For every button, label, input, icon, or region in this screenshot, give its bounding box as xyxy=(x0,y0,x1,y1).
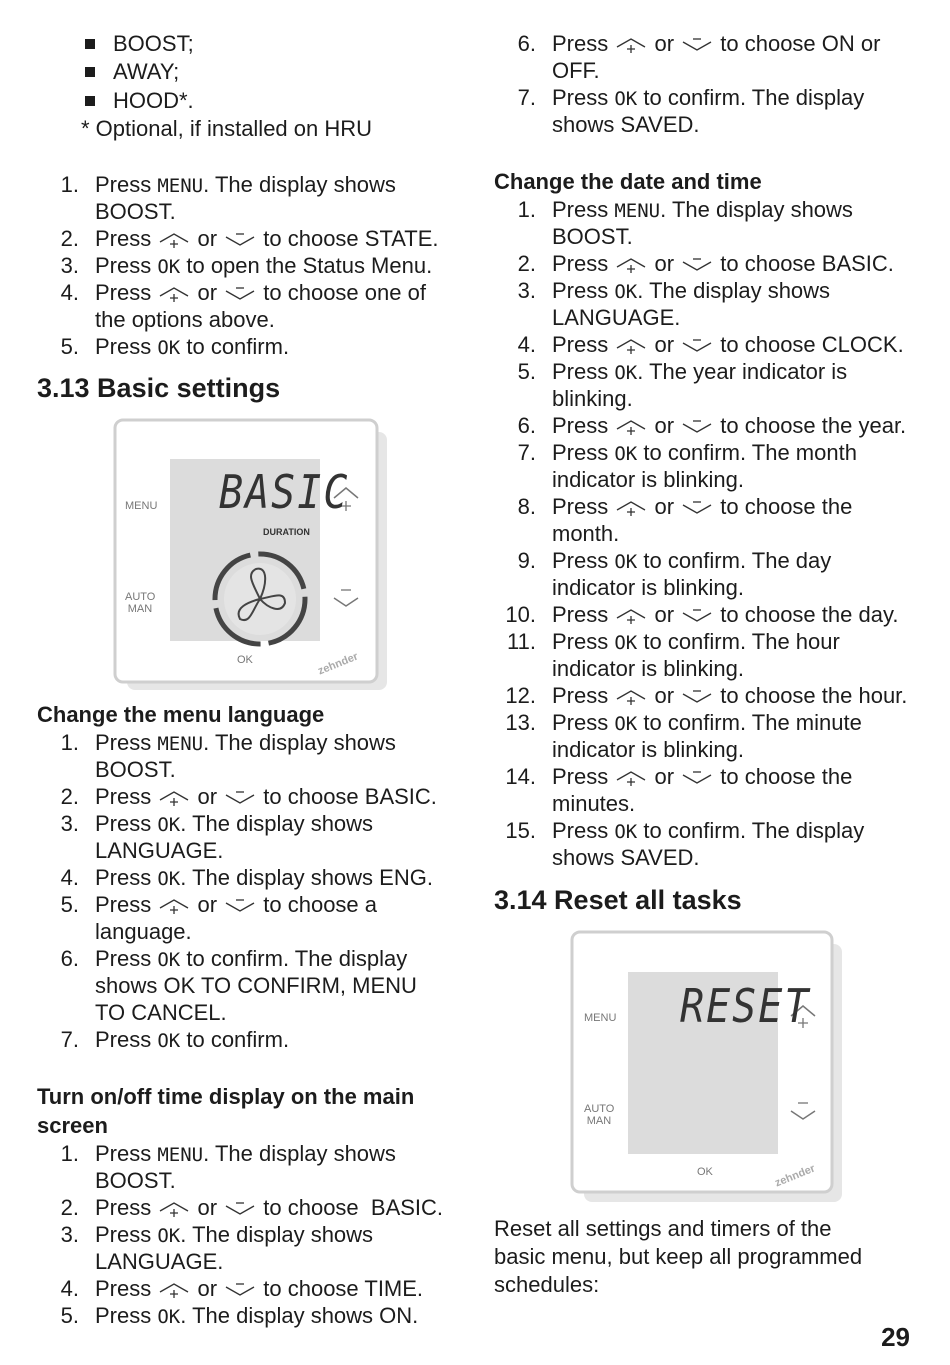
key-label: OK xyxy=(614,443,638,465)
step-number: 4. xyxy=(60,280,79,305)
step-text: to confirm. The display xyxy=(637,85,865,110)
step-text: to confirm. xyxy=(180,1027,290,1052)
step-text: to confirm. xyxy=(180,334,290,359)
reset-paragraph-line: schedules: xyxy=(494,1272,600,1297)
step-number: 9. xyxy=(517,548,536,573)
step-text-line xyxy=(552,358,847,387)
step-text: . The display shows xyxy=(660,197,853,222)
step-text-line xyxy=(95,864,433,893)
step-text-line xyxy=(552,817,864,846)
heading-change-language: Change the menu language xyxy=(37,702,325,727)
step-number: 2. xyxy=(60,226,79,251)
step-text-line xyxy=(552,574,744,601)
step-text: TO CANCEL. xyxy=(95,1000,227,1025)
step-text: to confirm. The minute xyxy=(637,710,862,735)
step-number: 7. xyxy=(517,85,536,110)
step-number: 1. xyxy=(60,1141,79,1166)
step-text-line xyxy=(552,385,633,412)
down-arrow-icon xyxy=(680,607,714,625)
step-text: language. xyxy=(95,919,192,944)
step-text: to choose BASIC. xyxy=(257,1195,444,1220)
step-text-line xyxy=(552,790,635,817)
step-text: to choose TIME. xyxy=(257,1276,424,1301)
key-label: OK xyxy=(614,88,638,110)
step-text: to confirm. The display xyxy=(180,946,408,971)
step-text-line xyxy=(95,783,437,810)
key-label: OK xyxy=(157,1306,181,1328)
step-text-line xyxy=(552,439,857,468)
step-text: Press xyxy=(95,1303,158,1328)
step-text-line xyxy=(95,918,192,945)
step-text-line xyxy=(552,466,744,493)
step-text-line xyxy=(552,57,600,84)
up-arrow-icon xyxy=(157,789,191,807)
up-arrow-icon xyxy=(614,36,648,54)
controller-basic-drawing xyxy=(113,418,389,693)
zehnder-logo: zehnder xyxy=(773,1162,817,1190)
step-number: 1. xyxy=(517,197,536,222)
step-text-line xyxy=(552,412,906,439)
step-text: minutes. xyxy=(552,791,636,816)
step-text: Press xyxy=(552,332,615,357)
step-text: Press xyxy=(95,1195,158,1220)
step-text: . The display shows xyxy=(203,172,396,197)
step-text: or xyxy=(648,494,681,519)
step-number: 2. xyxy=(60,784,79,809)
key-label: OK xyxy=(614,281,638,303)
step-number: 1. xyxy=(60,172,79,197)
step-number: 5. xyxy=(60,334,79,359)
bullet-item: AWAY; xyxy=(85,58,179,85)
step-number: 12. xyxy=(505,683,536,708)
step-text-line xyxy=(95,198,176,225)
menu-button-label: MENU xyxy=(125,500,158,512)
reset-paragraph-line: basic menu, but keep all programmed xyxy=(494,1244,863,1269)
ok-button-label: OK xyxy=(697,1166,713,1178)
section-heading-basic-settings: 3.13 Basic settings xyxy=(37,373,281,403)
step-text-line xyxy=(552,493,852,520)
step-text-line xyxy=(95,171,396,200)
up-arrow-icon xyxy=(614,607,648,625)
step-text: or xyxy=(648,602,681,627)
step-number: 3. xyxy=(60,811,79,836)
step-text: Press xyxy=(95,1222,158,1247)
step-text-line xyxy=(95,972,417,999)
step-text: Press xyxy=(552,440,615,465)
step-text: Press xyxy=(95,892,158,917)
step-text: to confirm. The day xyxy=(637,548,832,573)
step-text: Press xyxy=(95,946,158,971)
step-text: Press xyxy=(552,818,615,843)
down-arrow-icon xyxy=(223,1200,257,1218)
step-text-line xyxy=(552,547,831,576)
step-text: BOOST. xyxy=(95,757,176,782)
ok-button-label: OK xyxy=(237,654,253,666)
page-number: 29 xyxy=(881,1322,910,1352)
step-text: Press xyxy=(95,1141,158,1166)
step-text-line xyxy=(95,810,373,839)
step-text-line xyxy=(95,945,407,974)
down-arrow-icon xyxy=(223,1281,257,1299)
down-arrow-icon xyxy=(223,789,257,807)
step-text-line xyxy=(552,763,852,790)
step-text: BOOST. xyxy=(552,224,633,249)
reset-paragraph-line: Reset all settings and timers of the xyxy=(494,1216,832,1241)
key-label: OK xyxy=(157,1030,181,1052)
step-text: or xyxy=(191,1195,224,1220)
step-number: 3. xyxy=(517,278,536,303)
step-text: BOOST. xyxy=(95,1168,176,1193)
step-number: 6. xyxy=(60,946,79,971)
step-text-line xyxy=(95,1302,418,1331)
step-text: Press xyxy=(552,710,615,735)
up-arrow-icon xyxy=(157,897,191,915)
key-label: OK xyxy=(157,256,181,278)
step-text: LANGUAGE. xyxy=(552,305,681,330)
step-text-line xyxy=(95,279,426,306)
step-text: or xyxy=(648,332,681,357)
up-arrow-icon xyxy=(157,1281,191,1299)
step-number: 4. xyxy=(60,1276,79,1301)
step-text: to open the Status Menu. xyxy=(180,253,433,278)
step-text: Press xyxy=(552,494,615,519)
step-text-line xyxy=(95,756,176,783)
key-label: MENU xyxy=(157,175,204,197)
key-label: OK xyxy=(614,551,638,573)
step-number: 14. xyxy=(505,764,536,789)
up-arrow-icon xyxy=(157,1200,191,1218)
step-text: Press xyxy=(552,683,615,708)
step-text-line xyxy=(95,1140,396,1169)
down-arrow-icon xyxy=(680,337,714,355)
key-label: OK xyxy=(157,1225,181,1247)
step-text-line xyxy=(552,682,907,709)
up-arrow-icon xyxy=(614,418,648,436)
step-text-line xyxy=(95,333,289,362)
step-number: 7. xyxy=(60,1027,79,1052)
step-text-line xyxy=(95,1167,176,1194)
step-text: or xyxy=(648,31,681,56)
controller-illustration-basic xyxy=(113,418,389,693)
step-text: blinking. xyxy=(552,386,633,411)
step-text: to choose the hour. xyxy=(714,683,908,708)
step-text: Press xyxy=(552,629,615,654)
step-text: Press xyxy=(95,1027,158,1052)
up-arrow-icon xyxy=(157,231,191,249)
step-text: Press xyxy=(552,85,615,110)
step-text: to choose STATE. xyxy=(257,226,439,251)
step-text: Press xyxy=(95,334,158,359)
up-arrow-icon xyxy=(614,256,648,274)
step-text: LANGUAGE. xyxy=(95,838,224,863)
step-number: 2. xyxy=(517,251,536,276)
step-text: Press xyxy=(552,548,615,573)
down-arrow-icon xyxy=(680,769,714,787)
down-arrow-icon xyxy=(223,285,257,303)
step-text: or xyxy=(191,784,224,809)
step-text: Press xyxy=(552,197,615,222)
step-text: to choose BASIC. xyxy=(714,251,894,276)
step-text-line xyxy=(552,196,853,225)
down-arrow-icon xyxy=(223,897,257,915)
step-text-line xyxy=(552,844,700,871)
down-arrow-icon xyxy=(680,499,714,517)
step-text: shows SAVED. xyxy=(552,112,700,137)
step-text-line xyxy=(552,628,840,657)
menu-button-label: MENU xyxy=(584,1012,617,1024)
section-heading-reset: 3.14 Reset all tasks xyxy=(494,885,742,915)
heading-change-date-time: Change the date and time xyxy=(494,169,762,194)
up-arrow-icon xyxy=(614,499,648,517)
step-text: indicator is blinking. xyxy=(552,737,744,762)
step-text-line xyxy=(552,223,633,250)
step-text: . The display shows xyxy=(637,278,831,303)
lcd-duration-label: DURATION xyxy=(263,527,310,537)
step-text-line xyxy=(95,1275,423,1302)
down-arrow-icon xyxy=(680,256,714,274)
key-label: MENU xyxy=(157,733,204,755)
step-text: . The display shows xyxy=(180,1222,374,1247)
key-label: OK xyxy=(157,814,181,836)
step-text-line xyxy=(95,1026,289,1055)
bullet-square-icon xyxy=(85,67,95,77)
step-number: 1. xyxy=(60,730,79,755)
step-text: . The year indicator is xyxy=(637,359,848,384)
step-number: 4. xyxy=(517,332,536,357)
step-text: . The display shows xyxy=(203,730,396,755)
step-text: Press xyxy=(552,251,615,276)
controller-reset-drawing xyxy=(570,930,846,1205)
step-text: indicator is blinking. xyxy=(552,467,744,492)
key-label: OK xyxy=(614,362,638,384)
step-number: 3. xyxy=(60,1222,79,1247)
step-number: 3. xyxy=(60,253,79,278)
step-text-line xyxy=(552,655,744,682)
down-arrow-icon xyxy=(223,231,257,249)
step-text: Press xyxy=(552,278,615,303)
step-text: month. xyxy=(552,521,620,546)
step-text: or xyxy=(191,226,224,251)
step-text: . The display shows xyxy=(203,1141,396,1166)
step-text-line xyxy=(95,1194,443,1221)
step-text: LANGUAGE. xyxy=(95,1249,224,1274)
step-text: or xyxy=(648,764,681,789)
key-label: OK xyxy=(614,713,638,735)
key-label: OK xyxy=(157,949,181,971)
auto-man-button-label: AUTO MAN xyxy=(584,1103,615,1127)
step-number: 5. xyxy=(60,892,79,917)
step-text-line xyxy=(95,837,223,864)
step-text-line xyxy=(552,84,864,113)
step-text: to choose the day. xyxy=(714,602,899,627)
key-label: MENU xyxy=(157,1144,204,1166)
step-text: Press xyxy=(552,602,615,627)
step-text: indicator is blinking. xyxy=(552,656,744,681)
down-arrow-icon xyxy=(680,418,714,436)
step-text: to choose the xyxy=(714,764,853,789)
step-text: or xyxy=(648,251,681,276)
step-text: the options above. xyxy=(95,307,275,332)
step-text: to confirm. The display xyxy=(637,818,865,843)
step-number: 6. xyxy=(517,413,536,438)
step-text: Press xyxy=(95,280,158,305)
step-text-line xyxy=(95,306,275,333)
step-text-line xyxy=(552,601,898,628)
controller-illustration-reset xyxy=(570,930,846,1205)
up-arrow-icon xyxy=(614,337,648,355)
step-text-line xyxy=(95,252,432,281)
up-arrow-icon xyxy=(614,688,648,706)
step-text: Press xyxy=(95,730,158,755)
bullet-square-icon xyxy=(85,39,95,49)
step-text: Press xyxy=(552,764,615,789)
key-label: OK xyxy=(614,632,638,654)
up-arrow-icon xyxy=(157,285,191,303)
bullet-item: HOOD*. xyxy=(85,87,194,114)
step-text: or xyxy=(191,1276,224,1301)
step-number: 6. xyxy=(517,31,536,56)
step-text: to choose one of xyxy=(257,280,426,305)
step-text: to choose CLOCK. xyxy=(714,332,904,357)
key-label: MENU xyxy=(614,200,661,222)
bullet-square-icon xyxy=(85,96,95,106)
zehnder-logo: zehnder xyxy=(316,650,360,678)
step-text-line xyxy=(552,30,880,57)
step-text: to choose the year. xyxy=(714,413,907,438)
step-number: 13. xyxy=(505,710,536,735)
step-number: 4. xyxy=(60,865,79,890)
step-text-line xyxy=(552,331,904,358)
step-text-line xyxy=(552,736,744,763)
step-text: Press xyxy=(552,359,615,384)
bullet-item: BOOST; xyxy=(85,30,194,57)
down-arrow-icon xyxy=(680,688,714,706)
step-text: Press xyxy=(95,865,158,890)
step-text-line xyxy=(552,250,894,277)
step-text-line xyxy=(552,111,700,138)
step-text: or xyxy=(191,892,224,917)
step-text: shows SAVED. xyxy=(552,845,700,870)
step-text: to confirm. The hour xyxy=(637,629,840,654)
step-text: or xyxy=(648,683,681,708)
step-text: OFF. xyxy=(552,58,600,83)
step-text: to choose the xyxy=(714,494,853,519)
step-text: to choose ON or xyxy=(714,31,881,56)
step-text: indicator is blinking. xyxy=(552,575,744,600)
step-text-line xyxy=(95,999,227,1026)
step-text: to choose a xyxy=(257,892,378,917)
step-number: 5. xyxy=(517,359,536,384)
step-text: . The display shows ENG. xyxy=(180,865,433,890)
key-label: OK xyxy=(157,337,181,359)
step-text: BOOST. xyxy=(95,199,176,224)
step-text-line xyxy=(95,1248,223,1275)
step-number: 7. xyxy=(517,440,536,465)
step-text: Press xyxy=(95,784,158,809)
step-text: Press xyxy=(95,253,158,278)
down-arrow-icon xyxy=(680,36,714,54)
key-label: OK xyxy=(157,868,181,890)
step-number: 5. xyxy=(60,1303,79,1328)
step-text: . The display shows ON. xyxy=(180,1303,419,1328)
step-number: 10. xyxy=(505,602,536,627)
step-text-line xyxy=(95,891,377,918)
step-text-line xyxy=(552,709,862,738)
step-text-line xyxy=(552,304,680,331)
step-text: Press xyxy=(95,1276,158,1301)
auto-man-button-label: AUTO MAN xyxy=(125,591,156,615)
step-text-line xyxy=(552,520,619,547)
step-text: to confirm. The month xyxy=(637,440,857,465)
up-arrow-icon xyxy=(614,769,648,787)
step-text: Press xyxy=(95,172,158,197)
step-text-line xyxy=(95,225,439,252)
step-text-line xyxy=(552,277,830,306)
step-text-line xyxy=(95,1221,373,1250)
lcd-display-text: RESET xyxy=(680,980,811,1034)
heading-time-display-2: screen xyxy=(37,1113,108,1138)
footnote: * Optional, if installed on HRU xyxy=(81,116,373,141)
key-label: OK xyxy=(614,821,638,843)
step-text: or xyxy=(191,280,224,305)
step-number: 11. xyxy=(507,629,536,654)
lcd-display-text: BASIC xyxy=(219,466,350,520)
step-text: Press xyxy=(552,31,615,56)
step-text: or xyxy=(648,413,681,438)
heading-time-display-1: Turn on/off time display on the main xyxy=(37,1084,415,1109)
step-number: 8. xyxy=(517,494,536,519)
step-text-line xyxy=(95,729,396,758)
step-text: Press xyxy=(95,811,158,836)
step-number: 15. xyxy=(505,818,536,843)
step-number: 2. xyxy=(60,1195,79,1220)
step-text: . The display shows xyxy=(180,811,374,836)
step-text: Press xyxy=(95,226,158,251)
step-text: Press xyxy=(552,413,615,438)
step-text: shows OK TO CONFIRM, MENU xyxy=(95,973,417,998)
step-text: to choose BASIC. xyxy=(257,784,437,809)
